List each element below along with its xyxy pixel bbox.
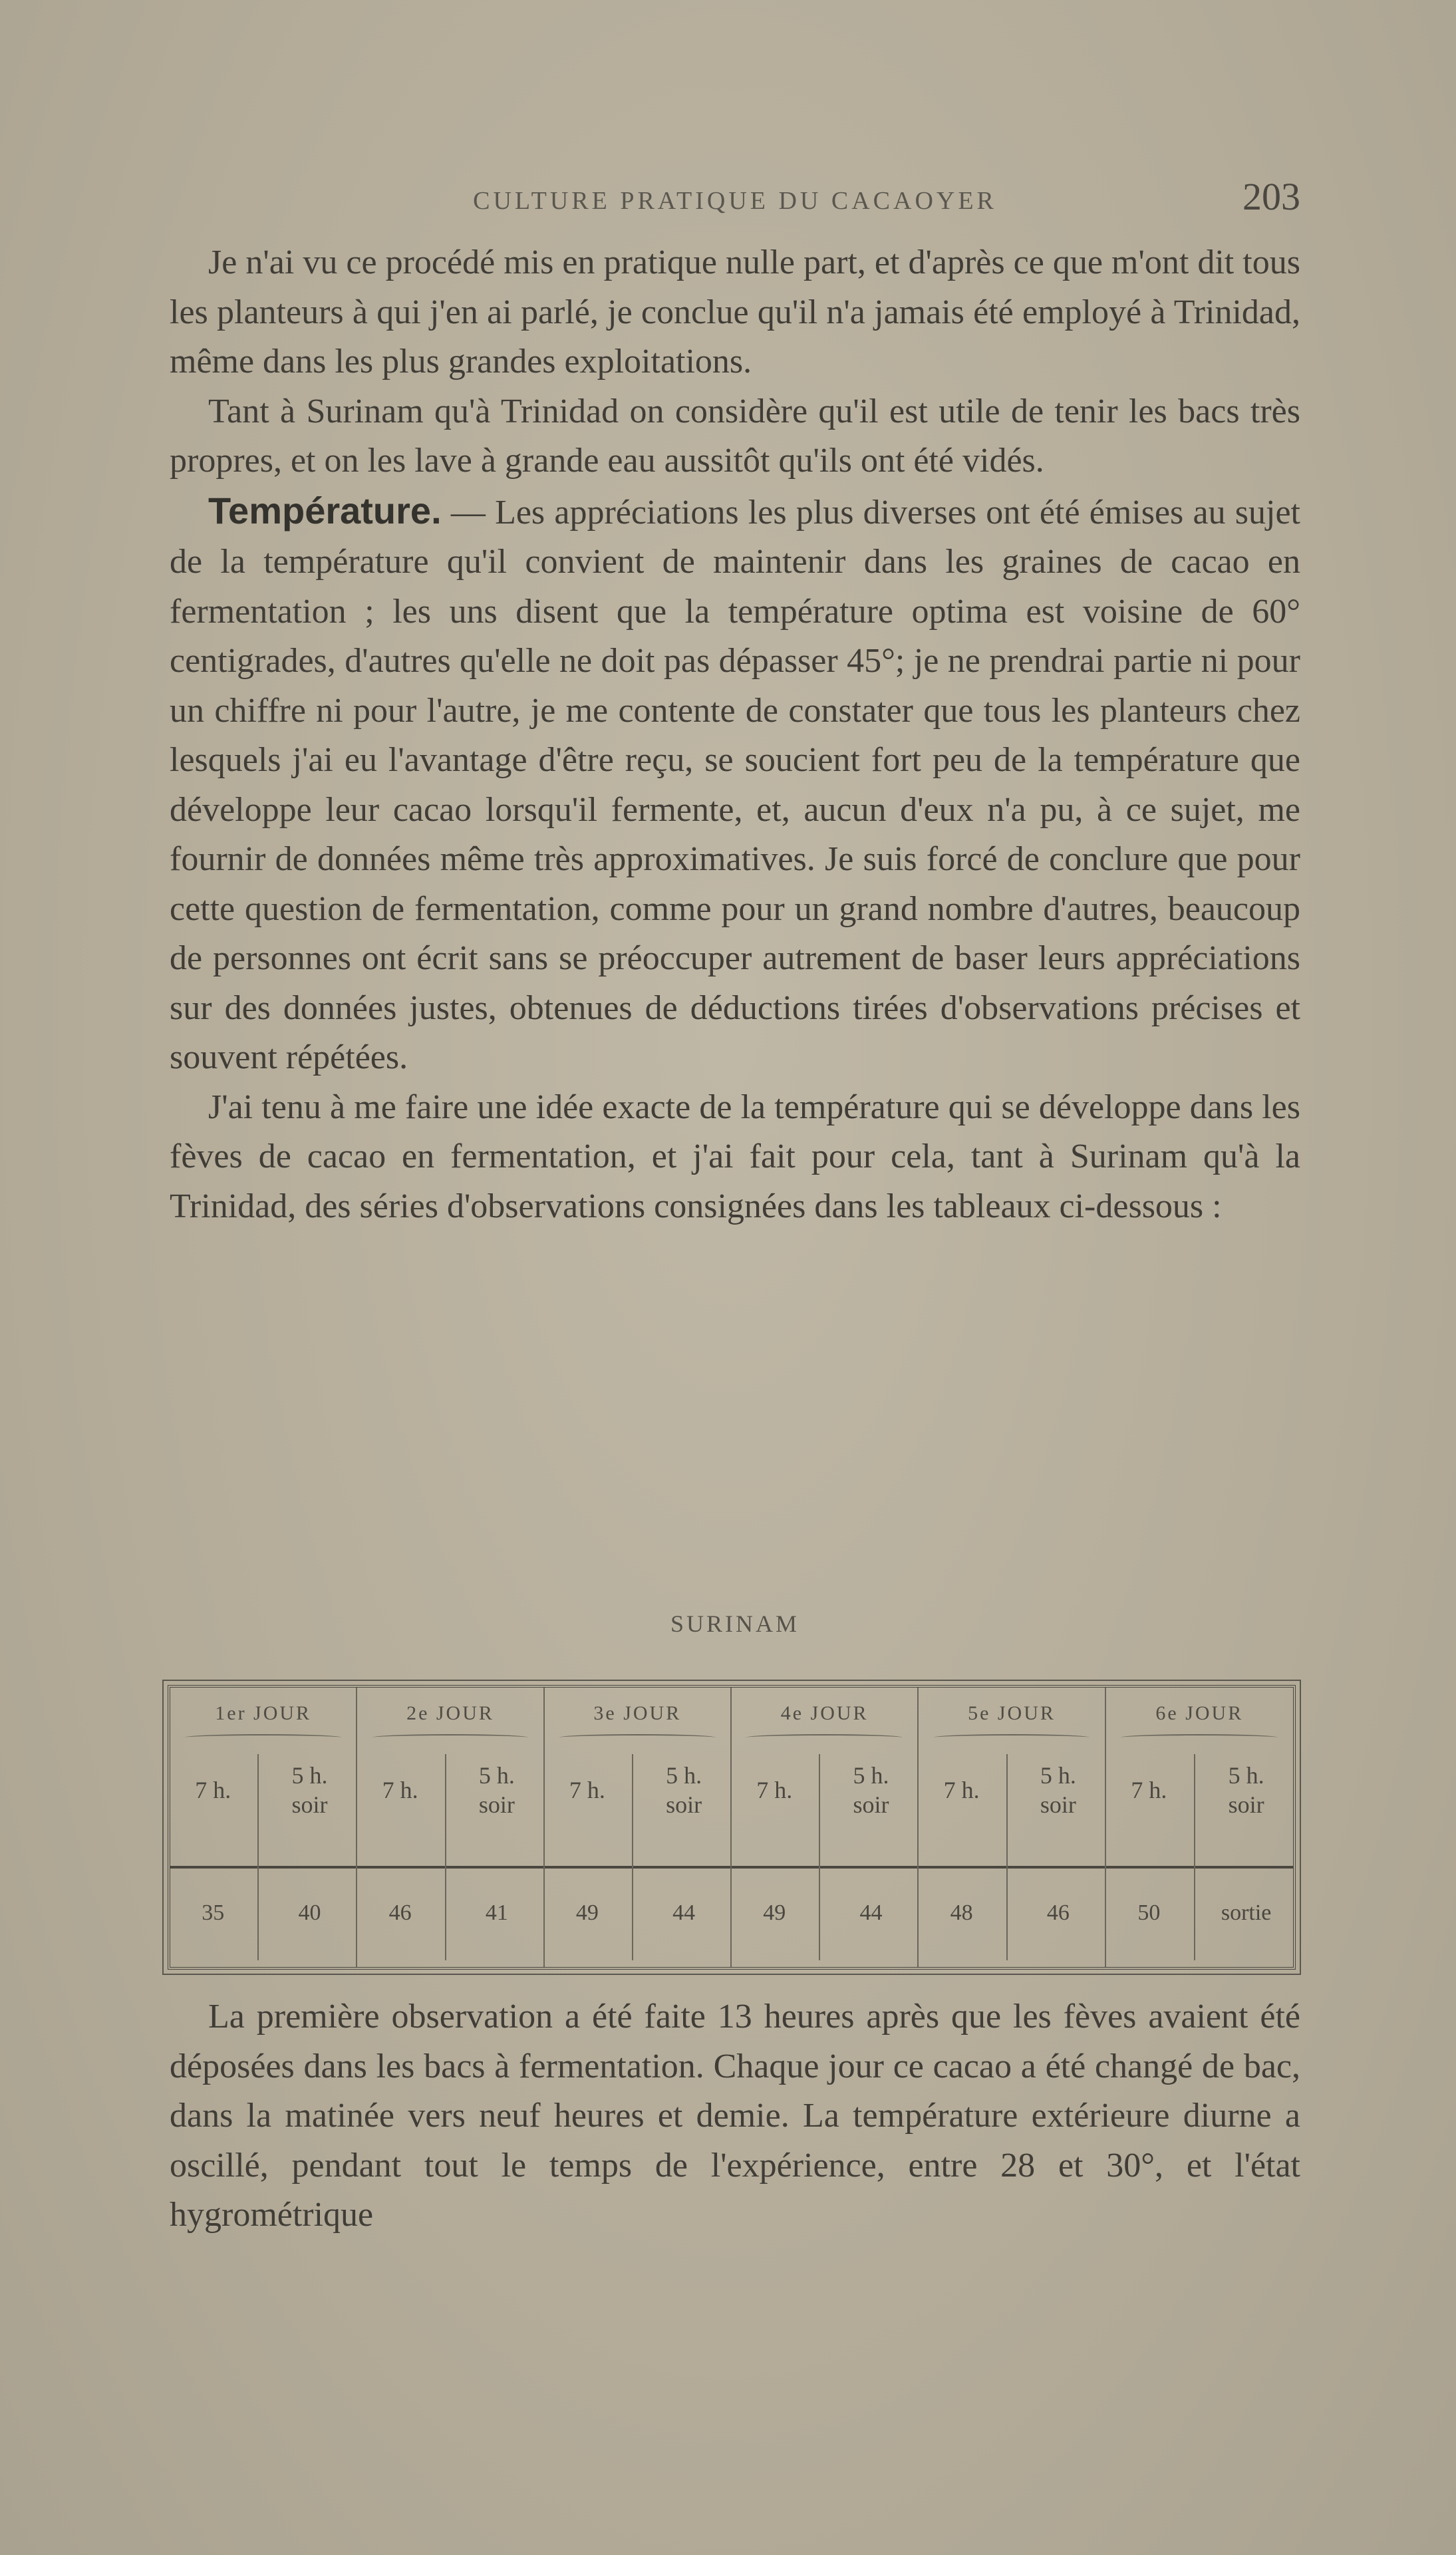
evening-value: 44 xyxy=(859,1900,883,1925)
morning-value: 50 xyxy=(1137,1900,1161,1925)
evening-hour: 5 h. xyxy=(666,1762,702,1789)
evening-word: soir xyxy=(291,1791,328,1818)
paragraph: J'ai tenu à me faire une idée exacte de la température qui se développe dans les fèves de cacao en fermentation, et j'ai fait pour cela, tant à Surinam qu'à la Trinidad, des séries d'observations consignées dans les tableaux ci-dessous : xyxy=(170,1088,1300,1225)
morning-value: 46 xyxy=(388,1900,412,1925)
paragraph: Tant à Surinam qu'à Trinidad on considère qu'il est utile de tenir les bacs très propres, et on les lave à grande eau aussitôt qu'ils ont été vidés. xyxy=(170,392,1300,480)
morning-value: 49 xyxy=(763,1900,786,1925)
temperature-table xyxy=(168,1685,1296,1970)
temperature-text: — Les appréciations les plus diverses ont été émises au sujet de la température qu'il convient de maintenir dans les graines de cacao en fermentation ; les uns disent que la température optima est voisine de 60° centigrades, d'autres qu'elle ne doit pas dépasser 45°; je ne prendrai partie ni pour un chiffre ni pour l'autre, je me contente de constater que tous les planteurs chez lesquels j'ai eu l'avantage d'être reçu, se soucient fort peu de la température que développe leur cacao lorsqu'il fermente, et, aucun d'eux n'a pu, à ce sujet, me fournir de données même très approximatives. Je suis forcé de conclure que pour cette question de fermentation, comme pour un grand nombre d'autres, beaucoup de personnes ont écrit sans se préoccuper autrement de baser leurs appréciations sur des données justes, obtenues de déductions tirées d'observations précises et souvent répétées. xyxy=(170,493,1300,1076)
day-header: 5e JOUR xyxy=(968,1702,1056,1724)
evening-label xyxy=(450,1761,543,1819)
table-day-column xyxy=(170,1688,357,1967)
morning-label: 7 h. xyxy=(195,1777,231,1803)
evening-value: sortie xyxy=(1221,1900,1272,1925)
evening-label xyxy=(263,1761,357,1819)
day-header: 4e JOUR xyxy=(780,1702,869,1724)
evening-value: 46 xyxy=(1046,1900,1070,1925)
temperature-paragraph xyxy=(170,486,1300,1083)
evening-hour: 5 h. xyxy=(1040,1762,1076,1789)
evening-word: soir xyxy=(853,1791,889,1818)
morning-label: 7 h. xyxy=(382,1777,418,1803)
table-day-column xyxy=(545,1688,732,1967)
morning-value: 48 xyxy=(950,1900,973,1925)
table-caption: SURINAM xyxy=(670,1610,800,1637)
evening-word: soir xyxy=(1228,1791,1264,1818)
table-day-column xyxy=(1106,1688,1293,1967)
table-day-column xyxy=(919,1688,1105,1967)
morning-label: 7 h. xyxy=(1131,1777,1167,1803)
morning-label: 7 h. xyxy=(943,1777,980,1803)
paragraph: Je n'ai vu ce procédé mis en pratique nulle part, et d'après ce que m'ont dit tous les planteurs à qui j'en ai parlé, je conclue qu'il n'a jamais été employé à Trinidad, même dans les plus grandes exploitations. xyxy=(170,243,1300,380)
evening-hour: 5 h. xyxy=(1228,1762,1264,1789)
morning-label: 7 h. xyxy=(569,1777,605,1803)
column-divider xyxy=(1194,1754,1195,1960)
body-text-after xyxy=(170,1992,1300,2240)
evening-hour: 5 h. xyxy=(478,1762,515,1789)
column-divider xyxy=(445,1754,446,1960)
evening-hour: 5 h. xyxy=(291,1762,328,1789)
day-header: 1er JOUR xyxy=(215,1702,312,1724)
evening-label xyxy=(637,1761,730,1819)
table-day-column xyxy=(732,1688,919,1967)
brace xyxy=(185,1734,341,1741)
column-divider xyxy=(1006,1754,1008,1960)
day-header: 6e JOUR xyxy=(1155,1702,1244,1724)
evening-value: 44 xyxy=(672,1900,696,1925)
page-header xyxy=(170,174,1300,227)
brace xyxy=(372,1734,529,1741)
brace xyxy=(934,1734,1090,1741)
evening-hour: 5 h. xyxy=(853,1762,889,1789)
evening-word: soir xyxy=(666,1791,702,1818)
section-term: Température. xyxy=(208,489,442,531)
morning-label: 7 h. xyxy=(756,1777,793,1803)
morning-value: 49 xyxy=(575,1900,599,1925)
day-header: 3e JOUR xyxy=(593,1702,682,1724)
evening-word: soir xyxy=(478,1791,515,1818)
brace xyxy=(1121,1734,1278,1741)
evening-label xyxy=(1199,1761,1293,1819)
page-number: 203 xyxy=(1242,175,1300,218)
brace xyxy=(559,1734,716,1741)
evening-value: 41 xyxy=(485,1900,508,1925)
evening-label xyxy=(1012,1761,1105,1819)
evening-word: soir xyxy=(1040,1791,1076,1818)
paragraph: La première observation a été faite 13 heures après que les fèves avaient été déposées dans les bacs à fermentation. Chaque jour ce cacao a été changé de bac, dans la matinée vers neuf heures et demie. La température extérieure diurne a oscillé, pendant tout le temps de l'expérience, entre 28 et 30°, et l'état hygrométrique xyxy=(170,1998,1300,2234)
evening-label xyxy=(825,1761,918,1819)
column-divider xyxy=(819,1754,820,1960)
running-title: CULTURE PRATIQUE DU CACAOYER xyxy=(473,187,997,215)
body-text xyxy=(170,238,1300,1231)
column-divider xyxy=(257,1754,259,1960)
table-day-column xyxy=(357,1688,544,1967)
morning-value: 35 xyxy=(202,1900,225,1925)
evening-value: 40 xyxy=(298,1900,321,1925)
column-divider xyxy=(632,1754,633,1960)
brace xyxy=(746,1734,903,1741)
day-header: 2e JOUR xyxy=(406,1702,494,1724)
